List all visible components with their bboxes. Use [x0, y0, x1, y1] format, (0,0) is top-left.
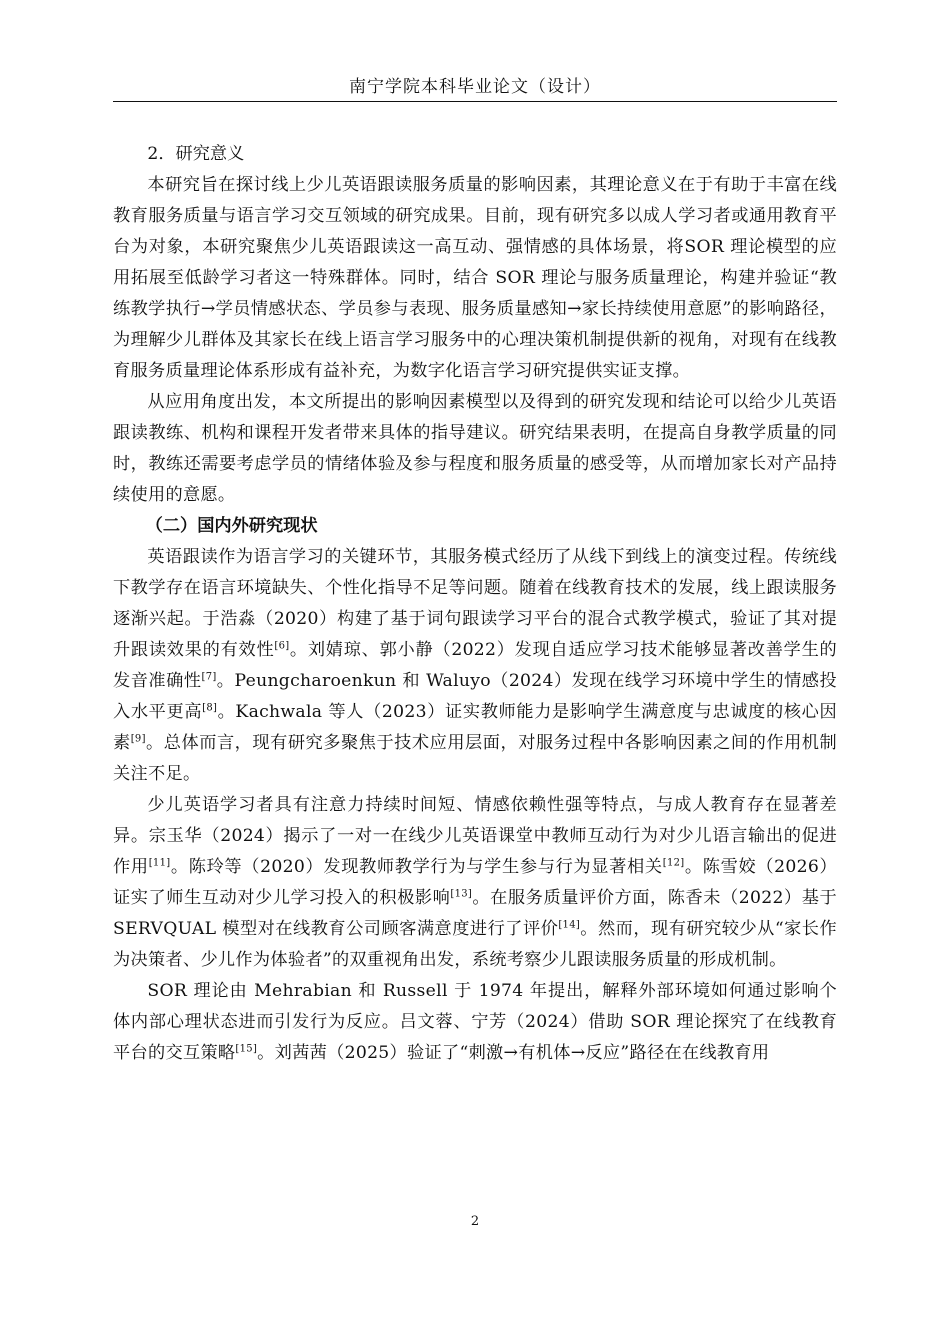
- section-heading-research-status: （二）国内外研究现状: [145, 516, 318, 536]
- paragraph-literature-1: [113, 542, 837, 790]
- citation-14: [14]: [558, 919, 581, 931]
- text-run: 。陈雪姣（2026）证实了师生互动对少儿学习投入的积极影响: [113, 857, 837, 908]
- body-text: [113, 139, 837, 1069]
- text-run: 。陈玲等（2020）发现教师教学行为与学生参与行为显著相关: [170, 857, 663, 877]
- text-run: 。Kachwala 等人（2023）证实教师能力是影响学生满意度与忠诚度的核心因素: [113, 702, 837, 753]
- citation-9: [9]: [130, 733, 146, 745]
- text-run: 。总体而言，现有研究多聚焦于技术应用层面，对服务过程中各影响因素之间的作用机制关注不足。: [113, 733, 837, 784]
- citation-8: [8]: [202, 702, 218, 714]
- citation-7: [7]: [201, 671, 217, 683]
- header-rule: [113, 101, 837, 102]
- text-run: 。刘茜茜（2025）验证了“刺激→有机体→反应”路径在在线教育用: [257, 1043, 770, 1063]
- text-run: 英语跟读作为语言学习的关键环节，其服务模式经历了从线下到线上的演变过程。传统线下教学存在语言环境缺失、个性化指导不足等问题。随着在线教育技术的发展，线上跟读服务逐渐兴起。于浩淼（2020）构建了基于词句跟读学习平台的混合式教学模式，验证了其对提升跟读效果的有效性: [113, 547, 837, 660]
- text-run: 。在服务质量评价方面，陈香未（2022）基于 SERVQUAL 模型对在线教育公司顾客满意度进行了评价: [113, 888, 837, 939]
- paragraph-literature-3: [113, 976, 837, 1069]
- text-run: 少儿英语学习者具有注意力持续时间短、情感依赖性强等特点，与成人教育存在显著差异。宗玉华（2024）揭示了一对一在线少儿英语课堂中教师互动行为对少儿语言输出的促进作用: [113, 795, 837, 877]
- paragraph-theoretical-significance: 本研究旨在探讨线上少儿英语跟读服务质量的影响因素，其理论意义在于有助于丰富在线教育服务质量与语言学习交互领域的研究成果。目前，现有研究多以成人学习者或通用教育平台为对象，本研究聚焦少儿英语跟读这一高互动、强情感的具体场景，将SOR 理论模型的应用拓展至低龄学习者这一特殊群体。同时，结合 SOR 理论与服务质量理论，构建并验证“教练教学执行→学员情感状态、学员参与表现、服务质量感知→家长持续使用意愿”的影响路径，为理解少儿群体及其家长在线上语言学习服务中的心理决策机制提供新的视角，对现有在线教育服务质量理论体系形成有益补充，为数字化语言学习研究提供实证支撑。: [113, 175, 837, 381]
- citation-13: [13]: [450, 888, 473, 900]
- citation-12: [12]: [662, 857, 685, 869]
- citation-6: [6]: [274, 640, 290, 652]
- citation-11: [11]: [148, 857, 171, 869]
- paragraph-literature-2: [113, 790, 837, 976]
- citation-15: [15]: [235, 1043, 258, 1055]
- text-run: 。Peungcharoenkun 和 Waluyo（2024）发现在线学习环境中学生的情感投入水平更高: [113, 671, 837, 722]
- text-run: SOR 理论由 Mehrabian 和 Russell 于 1974 年提出，解释外部环境如何通过影响个体内部心理状态进而引发行为反应。吕文蓉、宁芳（2024）借助 SOR 理论探究了在线教育平台的交互策略: [113, 981, 837, 1063]
- section-heading-research-significance: 2．研究意义: [147, 144, 245, 164]
- paragraph-practical-significance: 从应用角度出发，本文所提出的影响因素模型以及得到的研究发现和结论可以给少儿英语跟读教练、机构和课程开发者带来具体的指导建议。研究结果表明，在提高自身教学质量的同时，教练还需要考虑学员的情绪体验及参与程度和服务质量的感受等，从而增加家长对产品持续使用的意愿。: [113, 392, 837, 505]
- text-run: 。刘婧琼、郭小静（2022）发现自适应学习技术能够显著改善学生的发音准确性: [113, 640, 838, 691]
- page-number: 2: [470, 1214, 480, 1229]
- text-run: 。然而，现有研究较少从“家长作为决策者、少儿作为体验者”的双重视角出发，系统考察少儿跟读服务质量的形成机制。: [113, 919, 837, 970]
- running-header: 南宁学院本科毕业论文（设计）: [349, 77, 601, 97]
